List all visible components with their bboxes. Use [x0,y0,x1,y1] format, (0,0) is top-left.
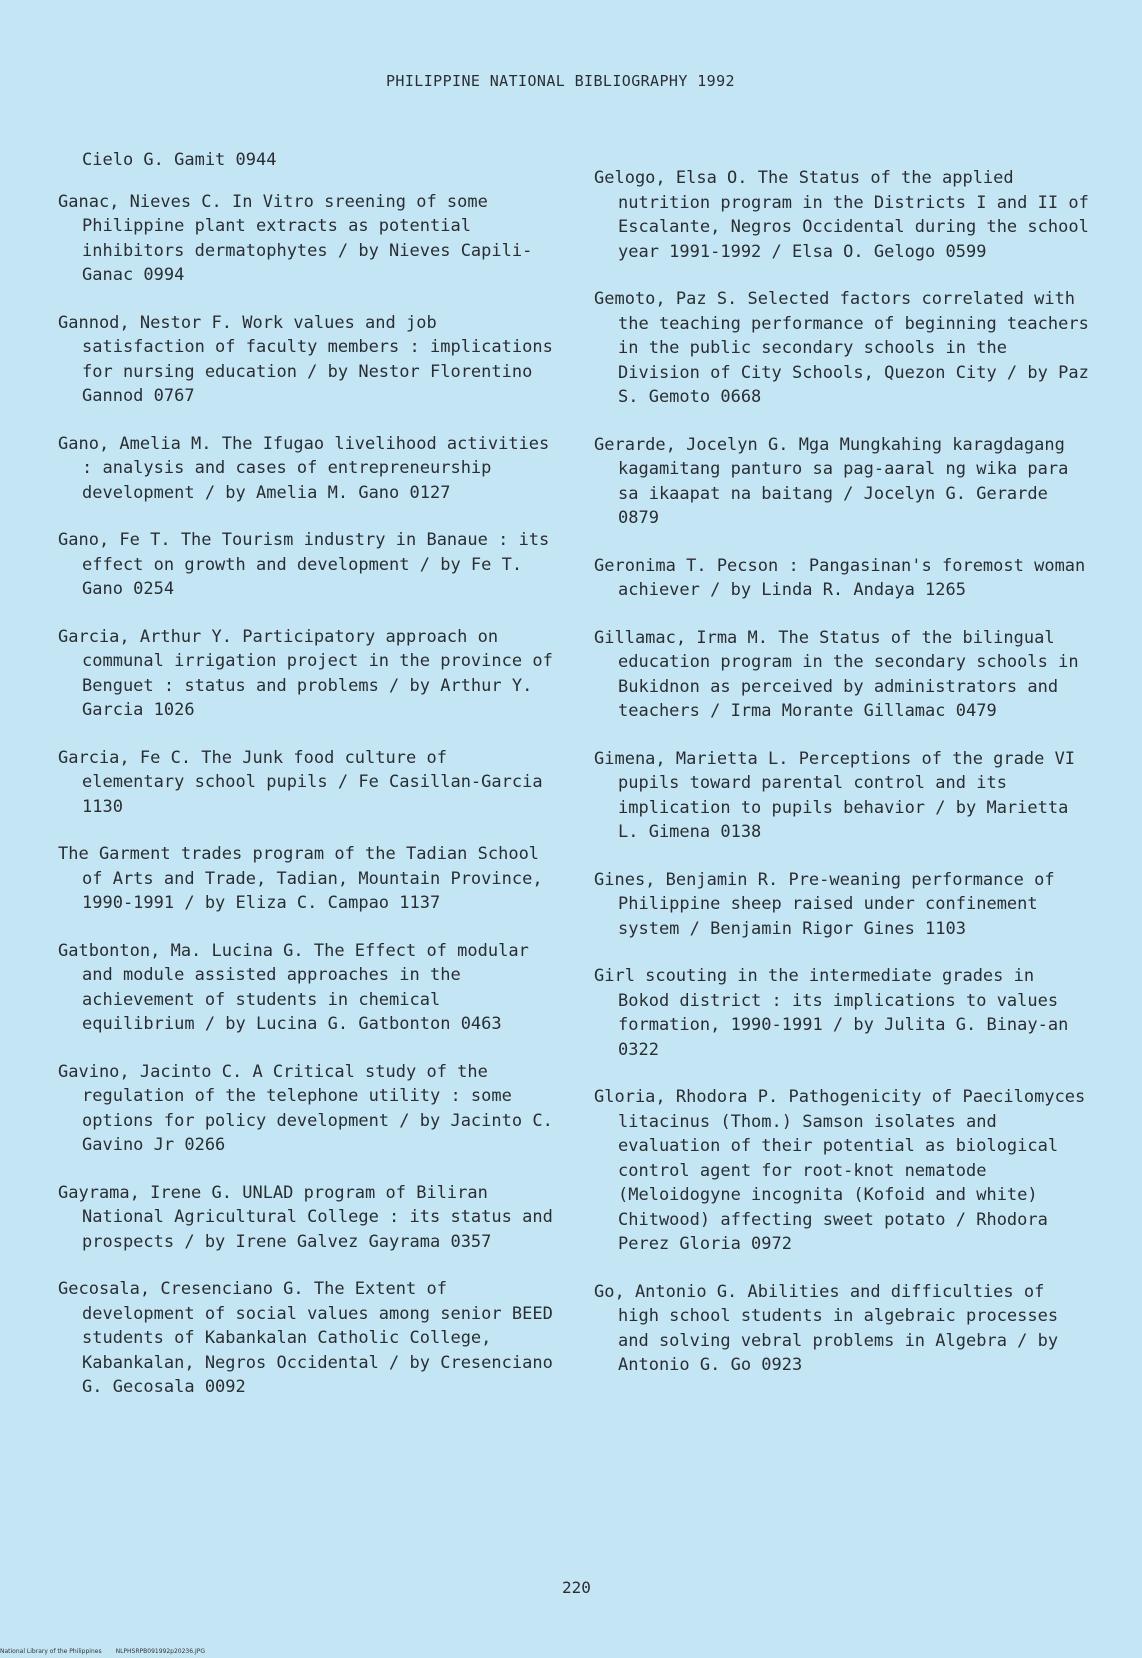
page-number: 220 [562,1578,591,1597]
bib-entry: The Garment trades program of the Tadian School of Arts and Trade, Tadian, Mountain Province, 1990-1991 / by Eliza C. Campao 1137 [58,844,543,913]
scan-footer [0,1648,205,1655]
bib-entry: Garcia, Fe C. The Junk food culture of elementary school pupils / Fe Casillan-Garcia 1130 [58,747,543,817]
right-column [594,166,1094,1401]
bib-entry: Go, Antonio G. Abilities and difficulties of high school students in algebraic processes and solving vebral problems in Algebra / by Antonio G. Go 0923 [594,1281,1059,1375]
footer-library: National Library of the Philippines [0,1648,102,1655]
bib-entry: Girl scouting in the intermediate grades in Bokod district : its implications to values formation, 1990-1991 / by Julita G. Binay-an 0322 [594,966,1069,1060]
bib-entry: Gillamac, Irma M. The Status of the bilingual education program in the secondary schools in Bukidnon as perceived by administrators and teachers / Irma Morante Gillamac 0479 [594,627,1079,721]
bib-entry: Gatbonton, Ma. Lucina G. The Effect of modular and module assisted approaches in the achievement of students in chemical equilibrium / by Lucina G. Gatbonton 0463 [58,940,529,1034]
bib-entry: Cielo G. Gamit 0944 [82,150,277,170]
page-header: PHILIPPINE NATIONAL BIBLIOGRAPHY 1992 [386,72,735,90]
bib-entry: Gannod, Nestor F. Work values and job satisfaction of faculty members : implications for nursing education / by Nestor Florentino Gannod 0767 [58,312,553,406]
bib-entry: Gayrama, Irene G. UNLAD program of Biliran National Agricultural College : its status and prospects / by Irene Galvez Gayrama 0357 [58,1182,553,1252]
bib-entry: Gines, Benjamin R. Pre-weaning performance of Philippine sheep raised under confinement system / Benjamin Rigor Gines 1103 [594,869,1055,939]
bib-entry: Gano, Amelia M. The Ifugao livelihood activities : analysis and cases of entrepreneurship development / by Amelia M. Gano 0127 [58,433,550,503]
left-column [58,148,558,1423]
bib-entry: Gecosala, Cresenciano G. The Extent of development of social values among senior BEED students of Kabankalan Catholic College, Kabankalan, Negros Occidental / by Cresenciano G. Gecosala 0092 [58,1279,553,1397]
bib-entry: Gano, Fe T. The Tourism industry in Banaue : its effect on growth and development / by Fe T. Gano 0254 [58,530,550,599]
bib-entry: Gavino, Jacinto C. A Critical study of the regulation of the telephone utility : some options for policy development / by Jacinto C. Gavino Jr 0266 [58,1061,553,1155]
bib-entry: Geronima T. Pecson : Pangasinan's foremost woman achiever / by Linda R. Andaya 1265 [594,555,1086,600]
bib-entry: Gelogo, Elsa O. The Status of the applied nutrition program in the Districts I and II of Escalante, Negros Occidental during the school year 1991-1992 / Elsa O. Gelogo 0599 [594,168,1089,262]
bib-entry: Gemoto, Paz S. Selected factors correlated with the teaching performance of beginning teachers in the public secondary schools in the Division of City Schools, Quezon City / by Paz S. Gemoto 0668 [594,289,1089,407]
bib-entry: Gimena, Marietta L. Perceptions of the grade VI pupils toward parental control and its implication to pupils behavior / by Marietta L. Gimena 0138 [594,748,1076,842]
bib-entry: Garcia, Arthur Y. Participatory approach on communal irrigation project in the province of Benguet : status and problems / by Arthur Y. Garcia 1026 [58,626,553,720]
bib-entry: Ganac, Nieves C. In Vitro sreening of some Philippine plant extracts as potential inhibitors dermatophytes / by Nieves Capili-Ganac 0994 [58,191,533,285]
footer-file: NLPHSRPB091992p20236.JPG [115,1648,205,1655]
bib-entry: Gloria, Rhodora P. Pathogenicity of Paecilomyces litacinus (Thom.) Samson isolates and evaluation of their potential as biological control agent for root-knot nematode (Meloidogyne incognita (Kofoid and white) Chitwood) affecting sweet potato / Rhodora Perez Gloria 0972 [594,1087,1086,1254]
bib-entry: Gerarde, Jocelyn G. Mga Mungkahing karagdagang kagamitang panturo sa pag-aaral ng wika para sa ikaapat na baitang / Jocelyn G. Gerarde 0879 [594,434,1069,528]
